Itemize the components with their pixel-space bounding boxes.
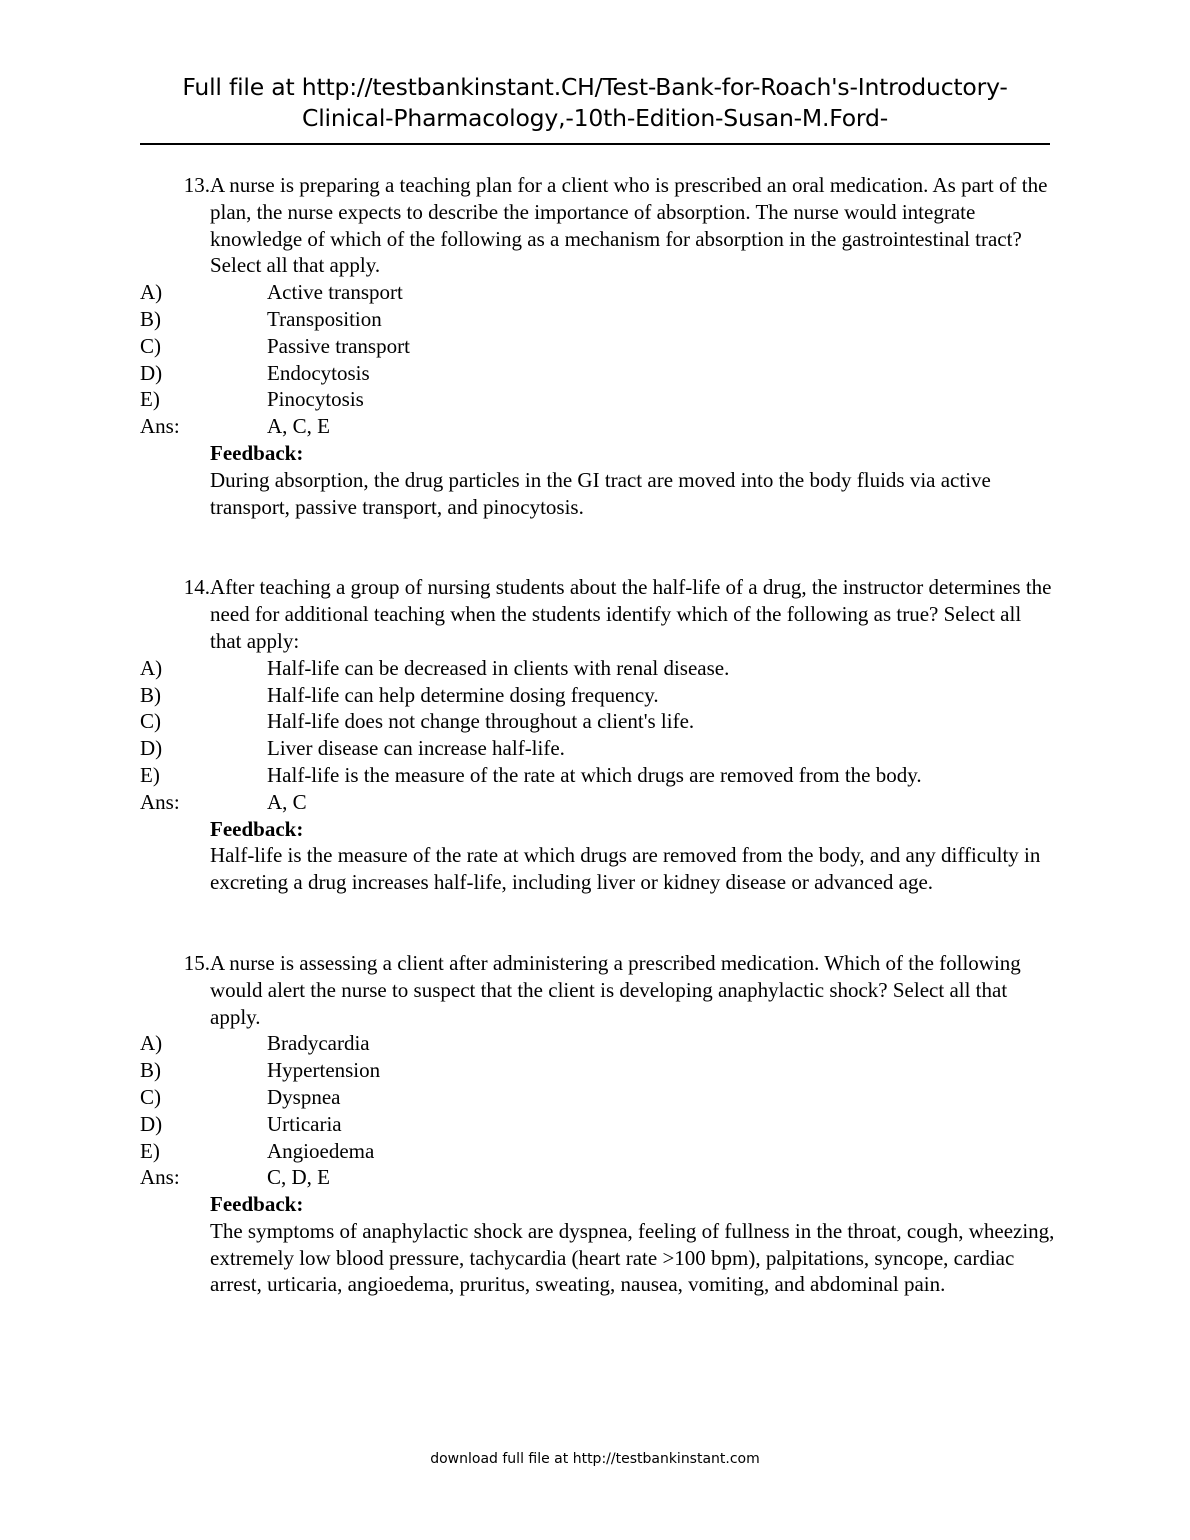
option-text: Pinocytosis xyxy=(267,387,364,412)
option-text: Active transport xyxy=(267,280,403,305)
option-text: Liver disease can increase half-life. xyxy=(267,736,565,761)
answer-value: C, D, E xyxy=(267,1165,330,1190)
option-letter: D) xyxy=(140,1111,163,1136)
answer-value: A, C, E xyxy=(267,414,330,439)
option-b xyxy=(140,682,1055,709)
answer-value: A, C xyxy=(267,789,307,814)
option-letter: C) xyxy=(140,709,161,734)
header-line-1: Full file at http://testbankinstant.CH/Test-Bank-for-Roach's-Introductory- xyxy=(182,73,1008,101)
question-stem xyxy=(140,574,1055,654)
question-13 xyxy=(140,172,1055,520)
option-b xyxy=(140,1057,1055,1084)
option-letter: B) xyxy=(140,306,161,331)
question-stem xyxy=(140,172,1055,279)
feedback-text: Half-life is the measure of the rate at which drugs are removed from the body, and any difficulty in excreting a drug increases half-life, including liver or kidney disease or advanced age. xyxy=(210,843,1041,895)
feedback-text: The symptoms of anaphylactic shock are dyspnea, feeling of fullness in the throat, cough, wheezing, extremely low blood pressure, tachycardia (heart rate >100 bpm), palpitations, syncope, cardiac arrest, urticaria, angioedema, pruritus, sweating, nausea, vomiting, and abdominal pain. xyxy=(210,1218,1055,1297)
question-text: A nurse is assessing a client after administering a prescribed medication. Which of the following would alert the nurse to suspect that the client is developing anaphylactic shock? Select all that apply. xyxy=(210,950,1021,1029)
question-spacer xyxy=(140,896,1055,950)
option-text: Half-life does not change throughout a client's life. xyxy=(267,709,695,734)
question-stem xyxy=(140,950,1055,1030)
option-e xyxy=(140,1138,1055,1165)
option-letter: C) xyxy=(140,333,161,358)
option-text: Transposition xyxy=(267,306,382,331)
option-letter: A) xyxy=(140,655,163,680)
question-number: 15. xyxy=(183,950,210,975)
question-15 xyxy=(140,950,1055,1298)
option-e xyxy=(140,762,1055,789)
option-d xyxy=(140,360,1055,387)
header-line-2: Clinical-Pharmacology,-10th-Edition-Susan-M.Ford- xyxy=(302,104,888,132)
option-e xyxy=(140,386,1055,413)
option-a xyxy=(140,655,1055,682)
option-letter: D) xyxy=(140,360,163,385)
feedback-label: Feedback: xyxy=(210,1192,304,1217)
option-c xyxy=(140,333,1055,360)
header-divider xyxy=(140,143,1050,145)
option-letter: E) xyxy=(140,762,160,787)
answer-line xyxy=(140,789,1055,816)
option-b xyxy=(140,306,1055,333)
option-text: Dyspnea xyxy=(267,1084,341,1109)
option-text: Half-life can be decreased in clients with renal disease. xyxy=(267,655,730,680)
question-text: A nurse is preparing a teaching plan for a client who is prescribed an oral medication. As part of the plan, the nurse expects to describe the importance of absorption. The nurse would integrate knowledge of which of the following as a mechanism for absorption in the gastrointestinal tract? Select all that apply. xyxy=(210,173,1048,278)
option-d xyxy=(140,1111,1055,1138)
option-text: Urticaria xyxy=(267,1111,342,1136)
option-a xyxy=(140,1030,1055,1057)
option-text: Half-life is the measure of the rate at which drugs are removed from the body. xyxy=(267,762,922,787)
question-list xyxy=(140,172,1055,1298)
feedback-label: Feedback: xyxy=(210,440,304,465)
question-number: 14. xyxy=(183,575,210,600)
option-text: Endocytosis xyxy=(267,360,370,385)
page-header xyxy=(140,72,1050,134)
feedback-text: During absorption, the drug particles in the GI tract are moved into the body fluids via active transport, passive transport, and pinocytosis. xyxy=(210,467,991,519)
option-text: Passive transport xyxy=(267,333,410,358)
option-d xyxy=(140,735,1055,762)
option-letter: A) xyxy=(140,280,163,305)
answer-line xyxy=(140,413,1055,440)
option-text: Bradycardia xyxy=(267,1031,370,1056)
option-letter: A) xyxy=(140,1031,163,1056)
option-letter: B) xyxy=(140,1058,161,1083)
option-text: Hypertension xyxy=(267,1058,381,1083)
question-text: After teaching a group of nursing students about the half-life of a drug, the instructor determines the need for additional teaching when the students identify which of the following as true? Select all that apply: xyxy=(210,575,1052,653)
answer-line xyxy=(140,1164,1055,1191)
page-footer: download full file at http://testbankinstant.com xyxy=(430,1451,760,1467)
question-spacer xyxy=(140,520,1055,574)
option-a xyxy=(140,279,1055,306)
option-text: Half-life can help determine dosing frequency. xyxy=(267,682,659,707)
option-text: Angioedema xyxy=(267,1138,375,1163)
option-letter: E) xyxy=(140,1138,160,1163)
option-letter: E) xyxy=(140,387,160,412)
option-letter: C) xyxy=(140,1084,161,1109)
answer-label: Ans: xyxy=(140,1165,180,1190)
option-c xyxy=(140,1084,1055,1111)
option-c xyxy=(140,708,1055,735)
answer-label: Ans: xyxy=(140,414,180,439)
option-letter: B) xyxy=(140,682,161,707)
feedback-label: Feedback: xyxy=(210,816,304,841)
answer-label: Ans: xyxy=(140,789,180,814)
question-number: 13. xyxy=(183,173,210,197)
question-14 xyxy=(140,574,1055,896)
option-letter: D) xyxy=(140,736,163,761)
